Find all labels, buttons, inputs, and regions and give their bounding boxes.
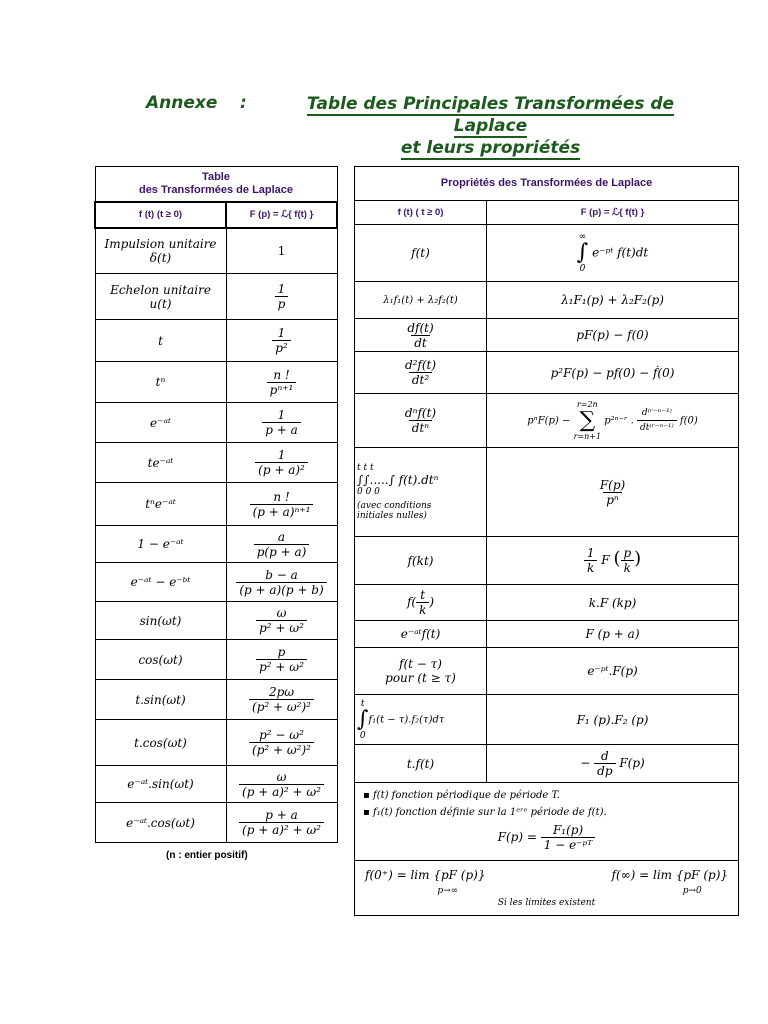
table-row: t t t ∫∫.....∫ f(t).dtⁿ 0 0 0 (avec conditions initiales nulles) $\frac{F(p)}{\text{pⁿ}}$ bbox=[355, 448, 739, 537]
table-row: e⁻ᵃᵗf(t) F (p + a) bbox=[355, 621, 739, 648]
table-row: tⁿe⁻ᵃᵗ $\frac{n !}{\text{(p + a)ⁿ⁺¹}}$ bbox=[95, 483, 337, 526]
bullet-periodic: ▪ f(t) fonction périodique de période T. bbox=[363, 790, 560, 801]
title-main bbox=[268, 93, 713, 159]
table-row: t.sin(ωt) $\frac{2p\omega}{\text{(p² + ω²)²}}$ bbox=[95, 680, 337, 720]
table-row: 1 − e⁻ᵃᵗ $\frac{a}{p(p + a)}$ bbox=[95, 526, 337, 563]
table-row: t $\frac{1}{\text{p²}}$ bbox=[95, 320, 337, 362]
table-row: f(t − τ) pour (t ≥ τ) e⁻ᵖᵗ.F(p) bbox=[355, 648, 739, 695]
left-table-caption: Table des Transformées de Laplace bbox=[95, 167, 337, 202]
limits-note: Si les limites existent bbox=[497, 898, 596, 908]
table-row: Impulsion unitaire δ(t) 1 bbox=[95, 228, 337, 274]
table-row: t.cos(ωt) $\frac{\text{p² − ω²}}{\text{(p² + ω²)²}}$ bbox=[95, 720, 337, 766]
title-line1: Table des Principales Transformées de Laplace bbox=[306, 94, 675, 136]
initial-value-theorem: f(0⁺) = lim {pF (p)} p→∞ bbox=[365, 868, 486, 896]
table-row: te⁻ᵃᵗ $\frac{1}{\text{(p + a)²}}$ bbox=[95, 443, 337, 483]
table-row: $\frac{\text{dⁿf(t)}}{\text{dtⁿ}}$ pⁿF(p) − r=2n ∑ r=n+1 p²ⁿ⁻ʳ . $\frac{\text{d⁽ʳ⁻ⁿ⁻¹⁾}}{\text{dt⁽ʳ⁻ⁿ⁻¹⁾}}$ f(0) bbox=[355, 394, 739, 448]
table-row: f(t) ∞ ∫ 0 e⁻ᵖᵗ f(t)dt bbox=[355, 225, 739, 282]
table-row: t ∫ 0 f₁(t − τ).f₂(τ)dτ F₁ (p).F₂ (p) bbox=[355, 695, 739, 745]
right-col2-header: F (p) = ℒ{ f(t) } bbox=[487, 201, 739, 225]
table-row: t.f(t) − $\frac{d}{dp}$ F(p) bbox=[355, 745, 739, 783]
table-row: $\frac{df(t)}{dt}$ pF(p) − f(0) bbox=[355, 319, 739, 352]
properties-table bbox=[354, 166, 739, 916]
title-annexe: Annexe bbox=[146, 93, 218, 113]
table-row: $\frac{\text{d²f(t)}}{\text{dt²}}$ p²F(p) − pf(0) − ḟ(0) bbox=[355, 352, 739, 394]
table-row: e⁻ᵃᵗ.cos(ωt) $\frac{p + a}{\text{(p + a)² + ω²}}$ bbox=[95, 803, 337, 843]
bullet-first-period: ▪ f₁(t) fonction définie sur la 1ᵉʳᵉ période de f(t). bbox=[363, 807, 607, 818]
title-colon: : bbox=[240, 93, 247, 113]
table-row: tⁿ $\frac{n !}{\text{pⁿ⁺¹}}$ bbox=[95, 362, 337, 403]
table-row: sin(ωt) $\frac{\omega}{\text{p² + ω²}}$ bbox=[95, 602, 337, 640]
table-row: e⁻ᵃᵗ − e⁻ᵇᵗ $\frac{b - a}{(p + a)(p + b)}$ bbox=[95, 563, 337, 602]
laplace-table bbox=[94, 166, 338, 843]
table-row: cos(ωt) $\frac{p}{\text{p² + ω²}}$ bbox=[95, 640, 337, 680]
table-row: Echelon unitaire u(t) $\frac{1}{p}$ bbox=[95, 274, 337, 320]
table-row: f(kt) $\frac{1}{k}$ F ( $\frac{p}{k}$ ) bbox=[355, 537, 739, 585]
right-table-caption: Propriétés des Transformées de Laplace bbox=[355, 167, 739, 201]
right-col1-header: f (t) ( t ≥ 0) bbox=[355, 201, 487, 225]
table-row: λ₁f₁(t) + λ₂f₂(t) λ₁F₁(p) + λ₂F₂(p) bbox=[355, 282, 739, 319]
table-row: e⁻ᵃᵗ.sin(ωt) $\frac{\omega}{\text{(p + a)² + ω²}}$ bbox=[95, 766, 337, 803]
limits-row bbox=[355, 861, 739, 916]
table-row: e⁻ᵃᵗ $\frac{1}{p + a}$ bbox=[95, 403, 337, 443]
periodic-row: ▪ f(t) fonction périodique de période T. ▪ f₁(t) fonction définie sur la 1ᵉʳᵉ période de f(t). F(p) = $\frac{\text{F₁(p)}}{\text{1 − e⁻ᵖᵀ}}$ bbox=[355, 783, 739, 861]
title-line2: et leurs propriétés bbox=[400, 138, 581, 158]
left-col1-header: f (t) (t ≥ 0) bbox=[95, 202, 226, 228]
left-footnote: (n : entier positif) bbox=[166, 850, 248, 861]
left-col2-header: F (p) = ℒ{ f(t) } bbox=[226, 202, 337, 228]
final-value-theorem: f(∞) = lim {pF (p)} p→0 bbox=[611, 868, 729, 896]
table-row: f( $\frac{t}{k}$ ) k.F (kp) bbox=[355, 585, 739, 621]
